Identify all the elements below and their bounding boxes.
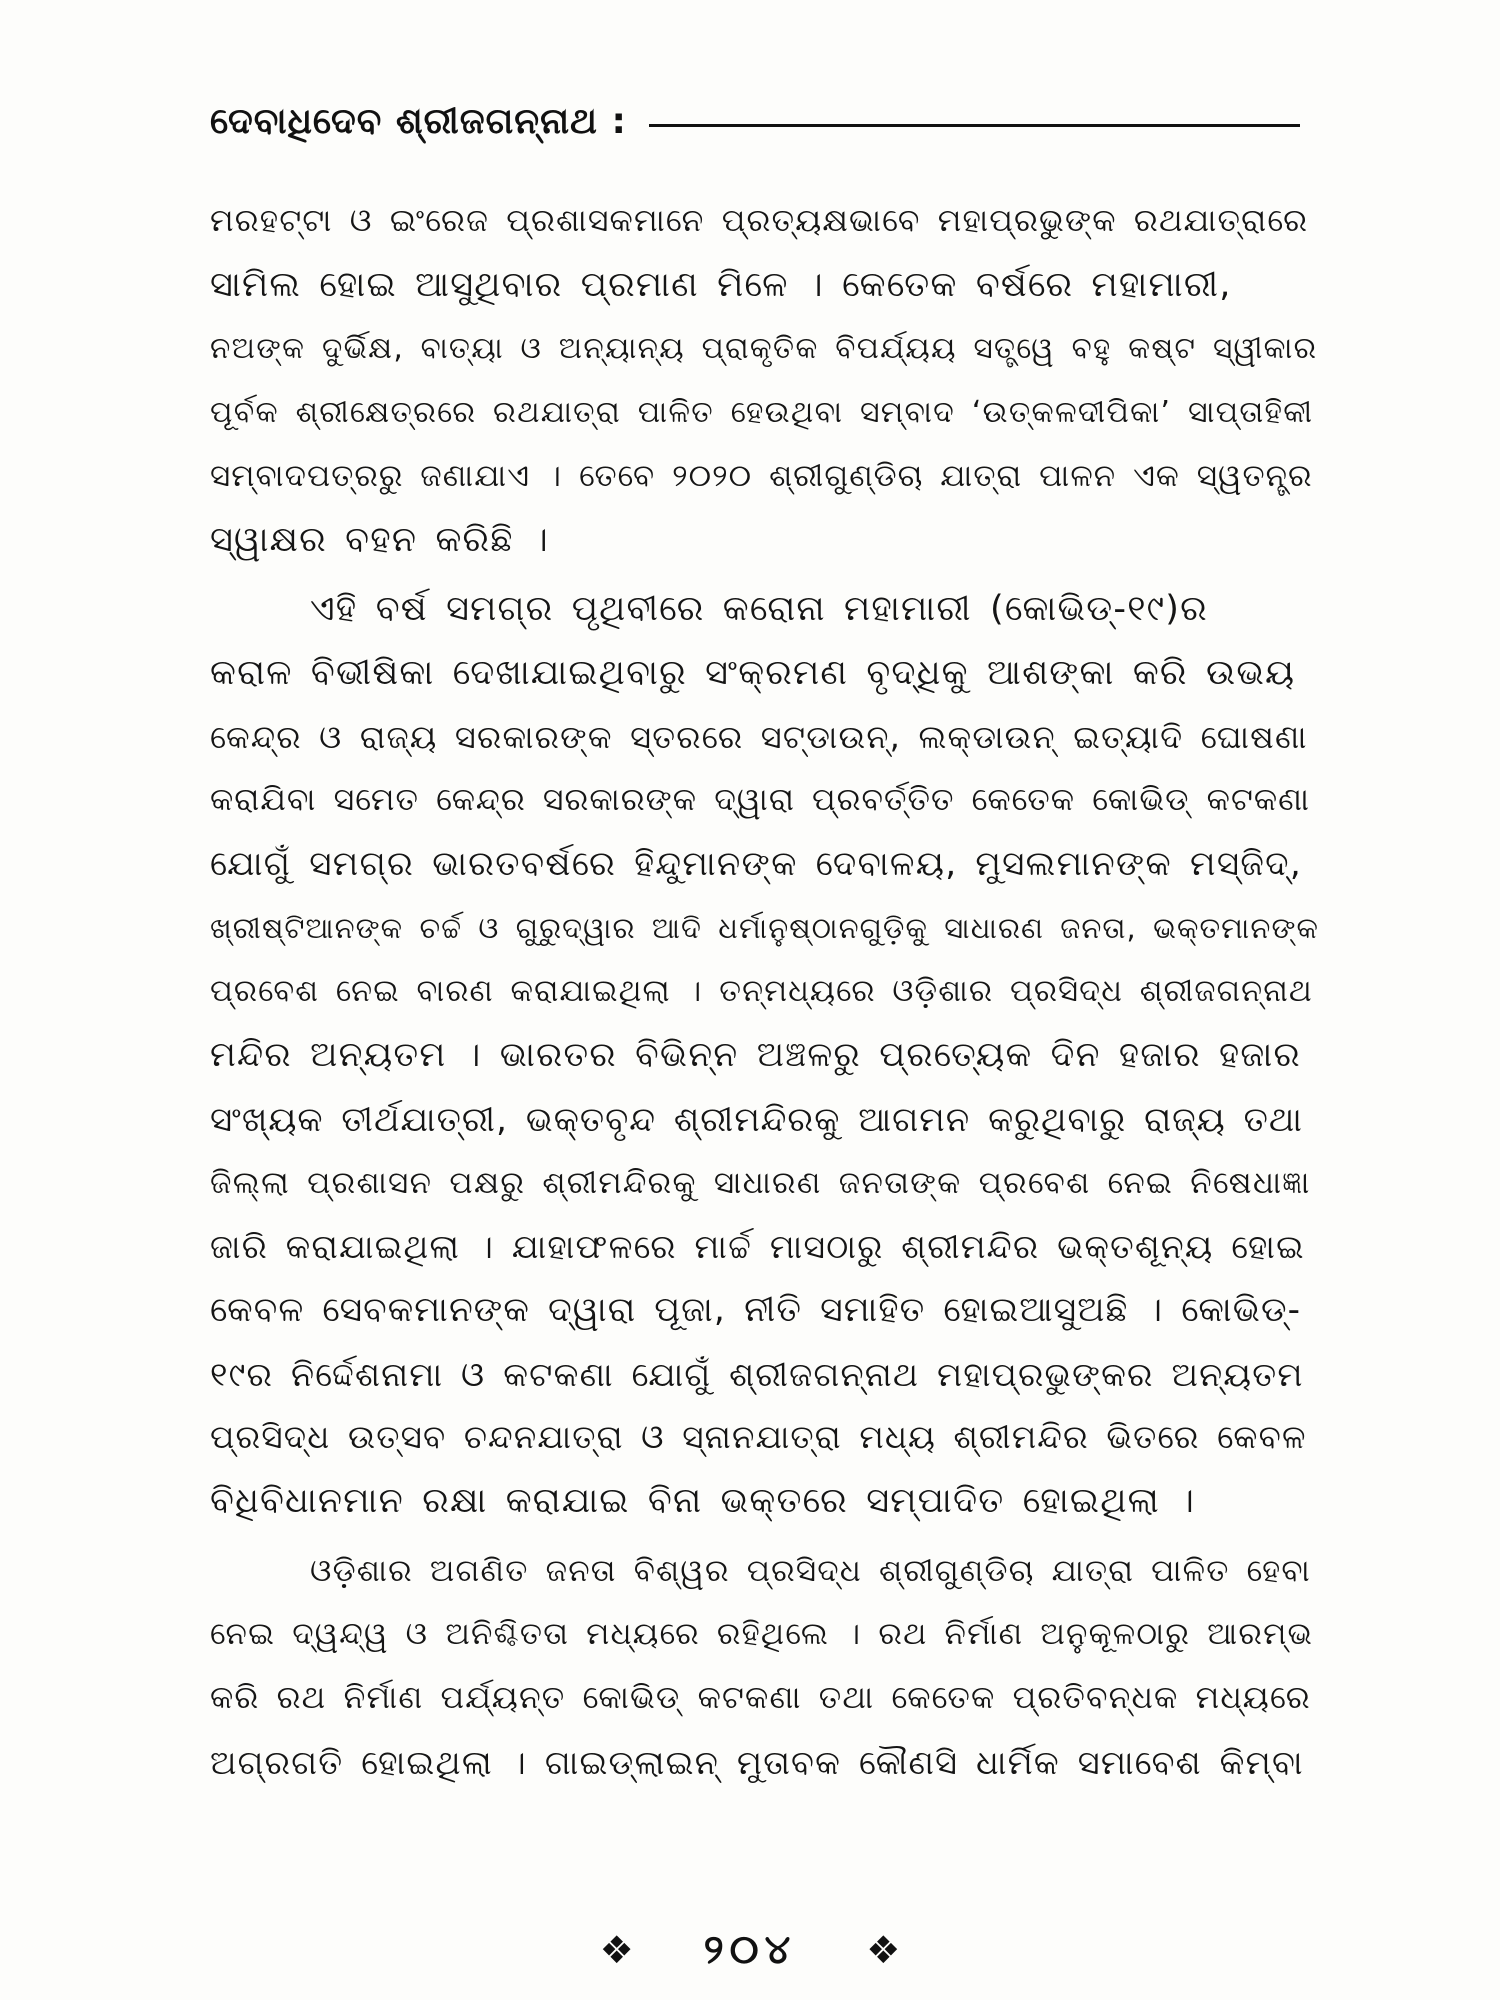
text-line: ଖ୍ରୀଷ୍ଟିଆନଙ୍କ ଚର୍ଚ୍ଚ ଓ ଗୁରୁଦ୍ୱାର ଆଦି ଧର୍ମାନୁଷ୍ଠାନଗୁଡ଼ିକୁ ସାଧାରଣ ଜନତା, ଭକ୍ତମାନଙ୍କ [210,910,1319,945]
ornament-left-icon: ❖ [599,1928,634,1972]
text-line: ସଂଖ୍ୟକ ତୀର୍ଥଯାତ୍ରୀ, ଭକ୍ତବୃନ୍ଦ ଶ୍ରୀମନ୍ଦିରକୁ ଆଗମନ କରୁଥିବାରୁ ରାଜ୍ୟ ତଥା [210,1099,1304,1139]
text-line: କେନ୍ଦ୍ର ଓ ରାଜ୍ୟ ସରକାରଙ୍କ ସ୍ତରରେ ସଟ୍‌ଡାଉନ୍, ଲକ୍‌ଡାଉନ୍ ଇତ୍ୟାଦି ଘୋଷଣା [210,717,1308,756]
text-line: ନେଇ ଦ୍ୱନ୍ଦ୍ୱ ଓ ଅନିଶ୍ଚିତତା ମଧ୍ୟରେ ରହିଥିଲେ । ରଥ ନିର୍ମାଣ ଅନୁକୂଳଠାରୁ ଆରମ୍ଭ [210,1616,1314,1653]
text-line: କରାଯିବା ସମେତ କେନ୍ଦ୍ର ସରକାରଙ୍କ ଦ୍ୱାରା ପ୍ରବର୍ତ୍ତିତ କେତେକ କୋଭିଡ୍ କଟକଣା [210,782,1311,819]
text-line: ଜାରି କରାଯାଇଥିଲା । ଯାହାଫଳରେ ମାର୍ଚ୍ଚ ମାସଠାରୁ ଶ୍ରୀମନ୍ଦିର ଭକ୍ତଶୂନ୍ୟ ହୋଇ [210,1227,1305,1267]
text-line: ସାମିଲ ହୋଇ ଆସୁଥିବାର ପ୍ରମାଣ ମିଳେ । କେତେକ ବର୍ଷରେ ମହାମାରୀ, [210,264,1232,305]
text-line: ଯୋଗୁଁ ସମଗ୍ର ଭାରତବର୍ଷରେ ହିନ୍ଦୁମାନଙ୍କ ଦେବାଳୟ, ମୁସଲମାନଙ୍କ ମସ୍‌ଜିଦ୍, [210,844,1302,885]
text-line: ଜିଲ୍ଲା ପ୍ରଶାସନ ପକ୍ଷରୁ ଶ୍ରୀମନ୍ଦିରକୁ ସାଧାରଣ ଜନତାଙ୍କ ପ୍ରବେଶ ନେଇ ନିଷେଧାଜ୍ଞା [210,1164,1311,1201]
text-line: କରାଳ ବିଭୀଷିକା ଦେଖାଯାଇଥିବାରୁ ସଂକ୍ରମଣ ବୃଦ୍ଧିକୁ ଆଶଙ୍କା କରି ଉଭୟ [210,652,1296,693]
running-header [210,92,1300,152]
text-line: ସ୍ୱାକ୍ଷର ବହନ କରିଛି । [210,519,549,560]
text-line: ଏହି ବର୍ଷ ସମଗ୍ର ପୃଥିବୀରେ କରୋନା ମହାମାରୀ (କୋଭିଡ୍-୧୯)ର [310,589,1208,630]
page-number: ୨୦୪ [703,1927,797,1973]
text-line: ଓଡ଼ିଶାର ଅଗଣିତ ଜନତା ବିଶ୍ୱର ପ୍ରସିଦ୍ଧ ଶ୍ରୀଗୁଣ୍ଡିଚା ଯାତ୍ରା ପାଳିତ ହେବା [310,1552,1311,1589]
text-line: ମରହଟ୍ଟା ଓ ଇଂରେଜ ପ୍ରଶାସକମାନେ ପ୍ରତ୍ୟକ୍ଷଭାବେ ମହାପ୍ରଭୁଙ୍କ ରଥଯାତ୍ରାରେ [210,203,1309,239]
text-line: ମନ୍ଦିର ଅନ୍ୟତମ । ଭାରତର ବିଭିନ୍ନ ଅଞ୍ଚଳରୁ ପ୍ରତ୍ୟେକ ଦିନ ହଜାର ହଜାର [210,1035,1301,1076]
header-rule [649,124,1300,127]
text-line: ୧୯ର ନିର୍ଦ୍ଦେଶନାମା ଓ କଟକଣା ଯୋଗୁଁ ଶ୍ରୀଜଗନ୍ନାଥ ମହାପ୍ରଭୁଙ୍କର ଅନ୍ୟତମ [210,1354,1304,1394]
paragraph-3 [210,1540,1314,1795]
page-footer [0,1920,1500,1980]
paragraph-1 [210,190,1318,572]
text-line: ପ୍ରସିଦ୍ଧ ଉତ୍ସବ ଚନ୍ଦନଯାତ୍ରା ଓ ସ୍ନାନଯାତ୍ରା ମଧ୍ୟ ଶ୍ରୀମନ୍ଦିର ଭିତରେ କେବଳ [210,1418,1307,1457]
text-line: ସମ୍ବାଦପତ୍ରରୁ ଜଣାଯାଏ । ତେବେ ୨୦୨୦ ଶ୍ରୀଗୁଣ୍ଡିଚା ଯାତ୍ରା ପାଳନ ଏକ ସ୍ୱତନ୍ତ୍ର [210,457,1313,494]
text-line: କରି ରଥ ନିର୍ମାଣ ପର୍ଯ୍ୟନ୍ତ କୋଭିଡ୍ କଟକଣା ତଥା କେତେକ ପ୍ରତିବନ୍ଧକ ମଧ୍ୟରେ [210,1680,1311,1717]
body-text [210,190,1319,1801]
chapter-title: ଦେବାଧିଦେବ ଶ୍ରୀଜଗନ୍ନାଥ : [210,101,627,142]
text-line: ବିଧିବିଧାନମାନ ରକ୍ଷା କରାଯାଇ ବିନା ଭକ୍ତରେ ସମ୍ପାଦିତ ହୋଇଥିଲା । [210,1481,1196,1522]
text-line: ନଅଙ୍କ ଦୁର୍ଭିକ୍ଷ, ବାତ୍ୟା ଓ ଅନ୍ୟାନ୍ୟ ପ୍ରାକୃତିକ ବିପର୍ଯ୍ୟୟ ସତ୍ତ୍ୱେ ବହୁ କଷ୍ଟ ସ୍ୱୀକାର [210,331,1318,367]
paragraph-2 [210,578,1319,1534]
text-line: ପୂର୍ବକ ଶ୍ରୀକ୍ଷେତ୍ରରେ ରଥଯାତ୍ରା ପାଳିତ ହେଉଥିବା ସମ୍ବାଦ ‘ଉତ୍କଳଦୀପିକା’ ସାପ୍ତାହିକୀ [210,395,1314,431]
text-line: କେବଳ ସେବକମାନଙ୍କ ଦ୍ୱାରା ପୂଜା, ନୀତି ସମାହିତ ହୋଇଆସୁଅଛି । କୋଭିଡ୍- [210,1289,1302,1330]
ornament-right-icon: ❖ [866,1928,901,1972]
text-line: ଅଗ୍ରଗତି ହୋଇଥିଲା । ଗାଇଡ୍‌ଲାଇନ୍ ମୁତାବକ କୌଣସି ଧାର୍ମିକ ସମାବେଶ କିମ୍ବା [210,1742,1304,1782]
text-line: ପ୍ରବେଶ ନେଇ ବାରଣ କରାଯାଇଥିଲା । ତନ୍ମଧ୍ୟରେ ଓଡ଼ିଶାର ପ୍ରସିଦ୍ଧ ଶ୍ରୀଜଗନ୍ନାଥ [210,974,1313,1010]
